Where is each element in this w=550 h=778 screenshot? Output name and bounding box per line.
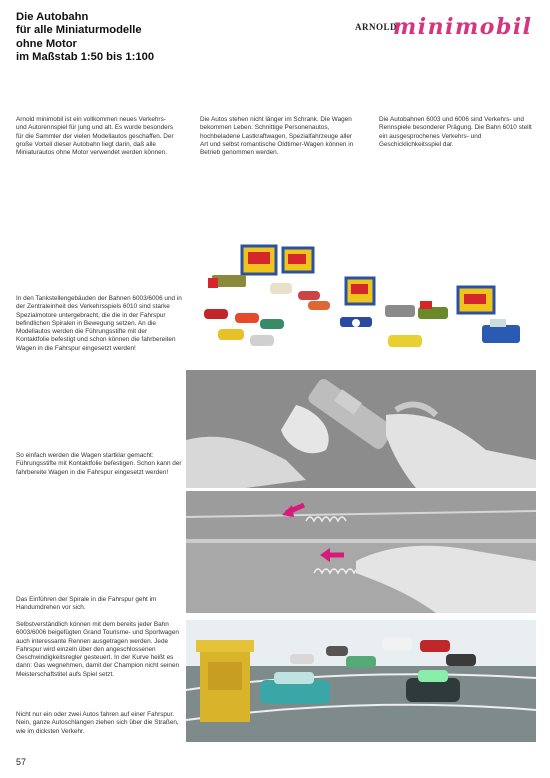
intro-column-2: Die Autos stehen nicht länger im Schrank. Die Wagen bekommen Leben. Schnittige Personenautos, hochbeladene Lastkraftwagen, Spezialfahrzeuge aller Art und selbst romantische Oldtimer-Wagen können in Betrieb genommen werden. <box>200 116 354 157</box>
spiral-insertion-photo <box>186 491 536 613</box>
matchbox-cars-photo <box>190 243 535 368</box>
headline-line-2: für alle Miniaturmodelle <box>16 24 142 37</box>
intro-column-3: Die Autobahnen 6003 und 6006 sind Verkehrs- und Rennspiele besonderer Prägung. Die Bahn 6010 stellt ein ausgesprochenes Verkehrs- und Geschicklichkeitsspiel dar. <box>379 116 532 148</box>
racetrack-cars-photo <box>186 620 536 742</box>
brand-arnold: ARNOLD <box>355 22 398 32</box>
section-text-race: Selbstverständlich können mit dem bereits jeder Bahn 6003/6006 beigefügten Grand Tourisme- und Sportwagen auch interessante Rennen ausgetragen werden. Jede Fahrspur wird einzeln über den angeschlossenen Geschwindigkeitsregler gesteuert. In der Kurve heißt es dann: Gas wegnehmen, damit der Champion nicht seinen Meisterschaftstitel aufs Spiel setzt. <box>16 621 180 678</box>
headline-line-3: ohne Motor <box>16 37 77 50</box>
page-number: 57 <box>16 757 27 767</box>
section-text-spiral: Das Einführen der Spirale in die Fahrspur geht im Handumdrehen vor sich. <box>16 596 157 612</box>
section-text-start-ready: So einfach werden die Wagen startklar gemacht: Führungsstifte mit Kontaktfolie befestigen. Schon kann der fahrbereite Wagen in die Fahrspur eingesetzt werden! <box>16 452 182 476</box>
page-headline <box>16 11 246 65</box>
section-text-motors: In den Tankstellengebäuden der Bahnen 6003/6006 und in der Zentraleinheit des Verkehrsspiels 6010 sind starke Spezialmotore untergebracht, die die in der Fahrspur befindlichen Spiralen in Bewegung setzen. An die Modellautos werden die Führungsstifte mit der Kontaktfolie befestigt und schon können die fahrbereiten Wagen in die Fahrspur eingesetzt werden! <box>16 295 182 352</box>
headline-line-4: im Maßstab 1:50 bis 1:100 <box>16 51 155 64</box>
brand-minimobil: minimobil <box>393 14 533 40</box>
hands-attaching-pins-photo <box>186 370 536 488</box>
brand-logo <box>355 16 539 40</box>
intro-column-1: Arnold minimobil ist ein vollkommen neues Verkehrs- und Autorennspiel für jung und alt. Es wurde besonders für die Sammler der vielen Modellautos geschaffen. Der große Vorteil dieser Autobahn liegt darin, daß alle Miniaturautos ohne Motor verwendet werden können. <box>16 116 174 157</box>
section-text-traffic: Nicht nur ein oder zwei Autos fahren auf einer Fahrspur. Nein, ganze Autoschlangen ziehen sich über die Straßen, wie im dicksten Verkehr. <box>16 711 179 735</box>
headline-line-1: Die Autobahn <box>16 11 89 23</box>
